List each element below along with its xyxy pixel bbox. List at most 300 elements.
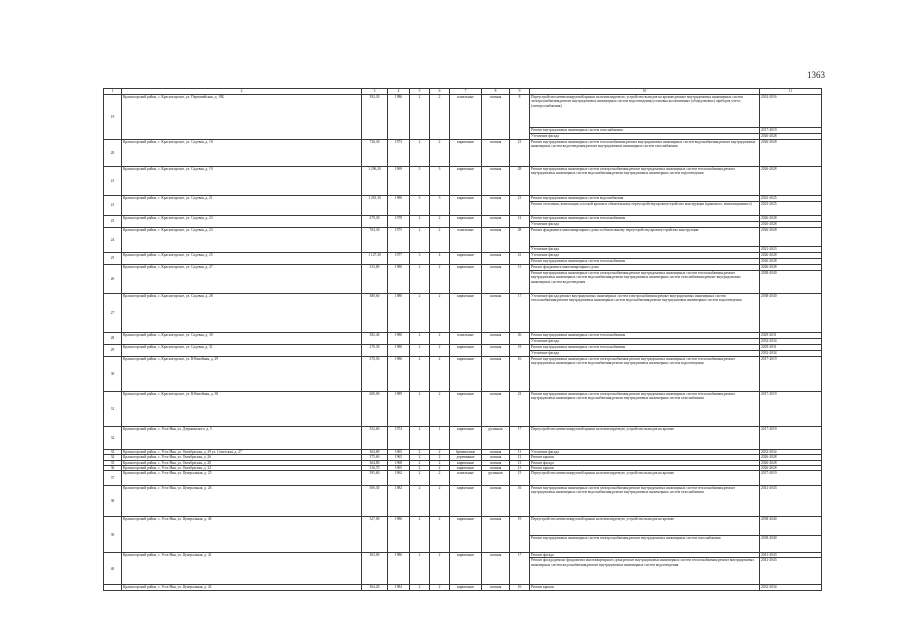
row-number-cell: 31 [104, 392, 122, 427]
entrances-cell: 2 [430, 471, 450, 486]
entrances-cell: 2 [430, 460, 450, 465]
works-description-cell: Ремонт крыши [530, 455, 760, 460]
wall-material-cell: кирпичные [450, 357, 482, 392]
table-row [104, 167, 822, 196]
wall-material-cell: кирпичные [450, 265, 482, 294]
roof-type-cell: скатная [482, 345, 510, 357]
planned-years-cell: 2026-2028 [760, 134, 822, 140]
works-description-cell: Ремонт крыши [530, 585, 760, 590]
planned-years-cell: 2017-2019 [760, 128, 822, 134]
wall-material-cell: кирпичные [450, 294, 482, 333]
apartments-cell: 41 [510, 253, 530, 265]
roof-type-cell: скатная [482, 333, 510, 345]
wall-material-cell: кирпичные [450, 553, 482, 585]
table-row [104, 517, 822, 536]
wall-material-cell: кирпичные [450, 460, 482, 465]
build-year-cell: 1978 [388, 216, 410, 228]
planned-years-cell: 2026-2028 [760, 253, 822, 259]
entrances-cell: 2 [430, 216, 450, 228]
wall-material-cell: кирпичные [450, 392, 482, 427]
build-year-cell: 1982 [388, 486, 410, 517]
column-number-10: 10 [530, 89, 760, 95]
area-cell: 1 296,30 [362, 167, 388, 196]
table-row [104, 357, 822, 392]
apartments-cell: 21 [510, 196, 530, 216]
table-row [104, 585, 822, 590]
build-year-cell: 1980 [388, 265, 410, 294]
works-description-cell: Ремонт крыши [530, 465, 760, 470]
roof-type-cell: скатная [482, 392, 510, 427]
entrances-cell: 2 [430, 265, 450, 294]
works-description-cell: Утепление фасада [530, 450, 760, 455]
build-year-cell: 1965 [388, 450, 410, 455]
build-year-cell: 1980 [388, 333, 410, 345]
area-cell: 375,60 [362, 455, 388, 460]
works-description-cell: Ремонт внутридомовых инженерных систем электроснабжения;ремонт внутридомовых инженерных систем теплоснабжения;ремонт внутридомовых инженерных систем водоснабжения;ремонт внутридомовых инженерных систем водоотведения [530, 167, 760, 196]
entrances-cell: 2 [430, 294, 450, 333]
planned-years-cell: 2026-2028 [760, 167, 822, 196]
column-number-7: 7 [450, 89, 482, 95]
planned-years-cell: 2041-2043 [760, 558, 822, 585]
works-description-cell: Переустройство невентилируемой крыши на вентилируемую, устройство выходов на кровлю [530, 517, 760, 536]
planned-years-cell: 2026-2028 [760, 460, 822, 465]
area-cell: 1 281,30 [362, 196, 388, 216]
works-description-cell: Ремонт отопления, вентиляции, плоской кровли и обязательному переустройству;кровлеустройство конструкции (крышного, вентиляционного) [530, 202, 760, 216]
table-row [104, 140, 822, 167]
roof-type-cell: рулонная [482, 427, 510, 450]
page-number: 1363 [807, 70, 825, 80]
entrances-cell: 2 [430, 585, 450, 590]
address-cell: Красногорский район, с. Красногорское, ул. Первомайская, д. 18Б [122, 95, 362, 140]
wall-material-cell: панельные [450, 95, 482, 140]
roof-type-cell: скатная [482, 455, 510, 460]
apartments-cell: 17 [510, 427, 530, 450]
row-number-cell: 30 [104, 357, 122, 392]
area-cell: 582,40 [362, 333, 388, 345]
floors-cell: 2 [410, 585, 430, 590]
wall-material-cell: панельные [450, 228, 482, 253]
row-number-cell [104, 585, 122, 590]
roof-type-cell: скатная [482, 265, 510, 294]
row-number-cell: 21 [104, 167, 122, 196]
floors-cell: 2 [410, 517, 430, 553]
row-number-cell: 35 [104, 460, 122, 465]
wall-material-cell: кирпичные [450, 253, 482, 265]
wall-material-cell: кирпичные [450, 140, 482, 167]
roof-type-cell: скатная [482, 553, 510, 585]
works-description-cell: Ремонт внутридомовых инженерных систем электроснабжения;ремонт внутридомовых инженерных систем теплоснабжения;ремонт внутридомовых инженерных систем водоснабжения;ремонт внутридомовых инженерных систем газоснабжения [530, 392, 760, 427]
planned-years-cell: 2026-2028 [760, 222, 822, 228]
wall-material-cell: кирпичные [450, 427, 482, 450]
floors-cell: 2 [410, 294, 430, 333]
column-number-6: 6 [430, 89, 450, 95]
entrances-cell: 2 [430, 465, 450, 470]
floors-cell: 2 [410, 471, 430, 486]
roof-type-cell: рулонная [482, 471, 510, 486]
works-description-cell: Ремонт внутридомовых инженерных систем теплоснабжения [530, 216, 760, 222]
wall-material-cell: кирпичные [450, 517, 482, 553]
address-cell: Красногорский район, с. Красногорское, ул. Садовая, д. 27 [122, 265, 362, 294]
works-description-cell: Ремонт внутридомовых инженерных систем электроснабжения;ремонт внутридомовых инженерных систем теплоснабжения;ремонт внутридомовых инженерных систем водоснабжения;ремонт внутридомовых инженерных систем газоснабжения;ремонт внутридомовых инженерных систем водоотведения [530, 271, 760, 294]
works-description-cell: Ремонт внутридомовых инженерных систем электроснабжения;ремонт внутридомовых инженерных систем газоснабжения [530, 536, 760, 553]
works-description-cell: Ремонт внутридомовых инженерных систем водоснабжения [530, 196, 760, 202]
build-year-cell: 1969 [388, 167, 410, 196]
works-description-cell: Утепление фасада [530, 253, 760, 259]
apartments-cell: 28 [510, 228, 530, 253]
build-year-cell: 1986 [388, 357, 410, 392]
works-description-cell: Ремонт внутридомовых инженерных систем электроснабжения;ремонт внутридомовых инженерных систем теплоснабжения;ремонт внутридомовых инженерных систем водоснабжения;ремонт внутридомовых инженерных систем газоснабжения [530, 486, 760, 517]
planned-years-cell: 2038-2040 [760, 271, 822, 294]
works-description-cell: Ремонт фундамента многоквартирного дома [530, 265, 760, 271]
column-number-1: 1 [104, 89, 122, 95]
works-description-cell: Ремонт фундамента многоквартирного дома и обязательному переустройству;кровлеустройство конструкции [530, 228, 760, 247]
apartments-cell: 16 [510, 486, 530, 517]
planned-years-cell: 2023-2025 [760, 202, 822, 216]
column-number-8: 8 [482, 89, 510, 95]
floors-cell: 3 [410, 253, 430, 265]
entrances-cell: 2 [430, 140, 450, 167]
housing-register-table [103, 88, 822, 591]
planned-years-cell: 2029-2031 [760, 333, 822, 339]
column-number-5: 5 [410, 89, 430, 95]
row-number-cell: 39 [104, 517, 122, 553]
row-number-cell: 29 [104, 345, 122, 357]
roof-type-cell: скатная [482, 357, 510, 392]
address-cell: Красногорский район, с. Красногорское, ул. Садовая, д. 31 [122, 345, 362, 357]
area-cell: 392,30 [362, 95, 388, 140]
works-description-cell: Ремонт внутридомовых инженерных систем теплоснабжения [530, 345, 760, 351]
roof-type-cell: скатная [482, 450, 510, 455]
row-number-cell: 36 [104, 465, 122, 470]
column-number-4: 4 [388, 89, 410, 95]
entrances-cell: 2 [430, 392, 450, 427]
build-year-cell: 1968 [388, 460, 410, 465]
planned-years-cell: 2032-2034 [760, 339, 822, 345]
row-number-cell: 33 [104, 450, 122, 455]
floors-cell: 2 [410, 228, 430, 253]
area-cell: 316,70 [362, 465, 388, 470]
build-year-cell: 1965 [388, 455, 410, 460]
build-year-cell: 1980 [388, 294, 410, 333]
apartments-cell: 17 [510, 553, 530, 585]
address-cell: Красногорский район, с. Красногорское, ул. Садовая, д. 23 [122, 216, 362, 228]
planned-years-cell: 2032-2034 [760, 351, 822, 357]
area-cell: 306,30 [362, 486, 388, 517]
area-cell: 704,30 [362, 228, 388, 253]
apartments-cell: 15 [510, 471, 530, 486]
area-cell: 364,80 [362, 450, 388, 455]
wall-material-cell: кирпичные [450, 585, 482, 590]
row-number-cell: 20 [104, 140, 122, 167]
build-year-cell: 1980 [388, 196, 410, 216]
area-cell: 370,50 [362, 357, 388, 392]
floors-cell: 2 [410, 357, 430, 392]
planned-years-cell: 2017-2019 [760, 392, 822, 427]
apartments-cell: 13 [510, 465, 530, 470]
row-number-cell: 32 [104, 427, 122, 450]
roof-type-cell: скатная [482, 465, 510, 470]
address-cell: Красногорский район, с. Красногорское, ул. Юбилейная, д. 38 [122, 392, 362, 427]
build-year-cell: 1973 [388, 140, 410, 167]
works-description-cell: Ремонт фасада [530, 553, 760, 558]
build-year-cell: 1965 [388, 465, 410, 470]
roof-type-cell: скатная [482, 196, 510, 216]
address-cell: Красногорский район, с. Усть-Иня, ул. Октябрьская, д. 29 ул. Советская, д. 27 [122, 450, 362, 455]
table-row [104, 392, 822, 427]
apartments-cell: 15 [510, 265, 530, 294]
row-number-cell: 23 [104, 216, 122, 228]
planned-years-cell: 2026-2028 [760, 465, 822, 470]
build-year-cell: 1989 [388, 392, 410, 427]
build-year-cell: 1975 [388, 228, 410, 253]
entrances-cell: 2 [430, 333, 450, 345]
wall-material-cell: кирпичные [450, 167, 482, 196]
floors-cell: 2 [410, 450, 430, 455]
entrances-cell: 1 [430, 427, 450, 450]
address-cell: Красногорский район, с. Красногорское, ул. Садовая, д. 21 [122, 196, 362, 216]
apartments-cell: 16 [510, 357, 530, 392]
area-cell: 726,30 [362, 140, 388, 167]
apartments-cell: 17 [510, 294, 530, 333]
address-cell: Красногорский район, с. Красногорское, ул. Садовая, д. 30 [122, 333, 362, 345]
column-number-3: 3 [362, 89, 388, 95]
row-number-cell: 26 [104, 265, 122, 294]
planned-years-cell: 2038-2040 [760, 517, 822, 536]
floors-cell: 2 [410, 140, 430, 167]
table-row [104, 294, 822, 333]
floors-cell: 2 [410, 392, 430, 427]
works-description-cell: Ремонт внутридомовых инженерных систем теплоснабжения;ремонт внутридомовых инженерных систем водоснабжения;ремонт внутридомовых инженерных систем водоотведения;ремонт внутридомовых инженерных систем газоснабжения [530, 140, 760, 167]
area-cell: 363,00 [362, 553, 388, 585]
wall-material-cell: панельные [450, 333, 482, 345]
roof-type-cell: скатная [482, 585, 510, 590]
wall-material-cell: панельные [450, 471, 482, 486]
works-description-cell: Переустройство невентилируемой крыши на вентилируемую, устройство выходов на кровлю [530, 471, 760, 486]
entrances-cell: 2 [430, 455, 450, 460]
works-description-cell: Ремонт фасада;ремонт фундамента многоквартирного дома;ремонт внутридомовых инженерных систем теплоснабжения;ремонт внутридомовых инженерных систем водоснабжения;ремонт внутридомовых инженерных систем водоотведения [530, 558, 760, 585]
wall-material-cell: кирпичные [450, 196, 482, 216]
planned-years-cell: 2021-2023 [760, 247, 822, 253]
works-description-cell: Утепление фасада [530, 134, 760, 140]
roof-type-cell: скатная [482, 140, 510, 167]
works-description-cell: Утепление фасада;ремонт внутридомовых инженерных систем электроснабжения;ремонт внутридомовых инженерных систем теплоснабжения;ремонт внутридомовых инженерных систем водоснабжения;ремонт внутридомовых инженерных систем водоотведения [530, 294, 760, 333]
apartments-cell: 19 [510, 345, 530, 357]
build-year-cell: 1980 [388, 345, 410, 357]
address-cell: Красногорский район, с. Красногорское, ул. Садовая, д. 28 [122, 294, 362, 333]
works-description-cell: Утепление фасада [530, 351, 760, 357]
build-year-cell: 1974 [388, 427, 410, 450]
planned-years-cell: 2026-2028 [760, 259, 822, 265]
table-row [104, 471, 822, 486]
works-description-cell: Ремонт внутридомовых инженерных систем теплоснабжения [530, 259, 760, 265]
area-cell: 600,00 [362, 392, 388, 427]
apartments-cell: 21 [510, 140, 530, 167]
roof-type-cell: скатная [482, 167, 510, 196]
planned-years-cell: 2026-2028 [760, 140, 822, 167]
address-cell: Красногорский район, с. Усть-Иня, ул. Дзержинского, д. 5 [122, 427, 362, 450]
area-cell: 327,00 [362, 517, 388, 553]
entrances-cell: 2 [430, 357, 450, 392]
entrances-cell: 2 [430, 553, 450, 585]
address-cell: Красногорский район, с. Усть-Иня, ул. Центральная, д. 25 [122, 471, 362, 486]
build-year-cell: 1984 [388, 585, 410, 590]
planned-years-cell: 2026-2028 [760, 455, 822, 460]
address-cell: Красногорский район, с. Усть-Иня, ул. Октябрьская, д. 26 [122, 455, 362, 460]
table-row [104, 95, 822, 128]
row-number-cell: 24 [104, 228, 122, 253]
apartments-cell: 12 [510, 455, 530, 460]
wall-material-cell: бревенчатые [450, 450, 482, 455]
wall-material-cell: кирпичные [450, 345, 482, 357]
planned-years-cell: 2032-2034 [760, 450, 822, 455]
planned-years-cell: 2026-2028 [760, 228, 822, 247]
roof-type-cell: скатная [482, 294, 510, 333]
floors-cell: 2 [410, 427, 430, 450]
table-row [104, 486, 822, 517]
planned-years-cell: 2038-2040 [760, 294, 822, 333]
apartments-cell: 28 [510, 167, 530, 196]
entrances-cell: 2 [430, 95, 450, 140]
floors-cell: 2 [410, 460, 430, 465]
planned-years-cell: 2023-2025 [760, 196, 822, 202]
roof-type-cell: скатная [482, 216, 510, 228]
row-number-cell: 37 [104, 471, 122, 486]
works-description-cell: Переустройство невентилируемой крыши на вентилируемую, устройство выходов на кровлю [530, 427, 760, 450]
area-cell: 380,60 [362, 294, 388, 333]
works-description-cell: Утепление фасада [530, 222, 760, 228]
build-year-cell: 1977 [388, 253, 410, 265]
entrances-cell: 3 [430, 167, 450, 196]
entrances-cell: 2 [430, 486, 450, 517]
address-cell: Красногорский район, с. Усть-Иня, ул. Октябрьская, д. 32 [122, 465, 362, 470]
works-description-cell: Утепление фасада [530, 339, 760, 345]
apartments-cell: 16 [510, 585, 530, 590]
column-number-11: 11 [760, 89, 822, 95]
floors-cell: 2 [410, 553, 430, 585]
wall-material-cell: кирпичные [450, 465, 482, 470]
row-number-cell: 21 [104, 196, 122, 216]
row-number-cell: 25 [104, 253, 122, 265]
entrances-cell: 2 [430, 345, 450, 357]
entrances-cell: 2 [430, 450, 450, 455]
planned-years-cell: 2026-2028 [760, 265, 822, 271]
address-cell: Красногорский район, с. Усть-Иня, ул. Центральная, д. 41 [122, 553, 362, 585]
area-cell: 595,60 [362, 471, 388, 486]
row-number-cell: 28 [104, 333, 122, 345]
works-description-cell: Ремонт внутридомовых инженерных систем электроснабжения;ремонт внутридомовых инженерных систем теплоснабжения;ремонт внутридомовых инженерных систем водоснабжения;ремонт внутридомовых инженерных систем водоотведения [530, 357, 760, 392]
apartments-cell: 23 [510, 392, 530, 427]
planned-years-cell: 2032-2034 [760, 585, 822, 590]
apartments-cell: 12 [510, 216, 530, 228]
wall-material-cell: кирпичные [450, 216, 482, 228]
planned-years-cell: 2041-2043 [760, 553, 822, 558]
apartments-cell: 26 [510, 333, 530, 345]
floors-cell: 2 [410, 216, 430, 228]
address-cell: Красногорский район, с. Усть-Иня, ул. Центральная, д. 43 [122, 585, 362, 590]
apartments-cell: 19 [510, 517, 530, 553]
area-cell: 364,20 [362, 585, 388, 590]
works-description-cell: Утепление фасада [530, 247, 760, 253]
floors-cell: 2 [410, 95, 430, 140]
planned-years-cell: 2029-2031 [760, 345, 822, 351]
planned-years-cell: 2017-2019 [760, 427, 822, 450]
build-year-cell: 1986 [388, 517, 410, 553]
floors-cell: 3 [410, 196, 430, 216]
floors-cell: 2 [410, 455, 430, 460]
planned-years-cell: 2017-2019 [760, 357, 822, 392]
roof-type-cell: скатная [482, 460, 510, 465]
planned-years-cell: 2041-2043 [760, 486, 822, 517]
planned-years-cell: 2017-2019 [760, 471, 822, 486]
row-number-cell: 40 [104, 553, 122, 585]
wall-material-cell: кирпичные [450, 486, 482, 517]
address-cell: Красногорский район, с. Усть-Иня, ул. Центральная, д. 40 [122, 517, 362, 553]
apartments-cell: 8 [510, 95, 530, 140]
floors-cell: 2 [410, 486, 430, 517]
entrances-cell: 2 [430, 228, 450, 253]
apartments-cell: 13 [510, 460, 530, 465]
area-cell: 270,30 [362, 345, 388, 357]
roof-type-cell: скатная [482, 517, 510, 553]
planned-years-cell: 2026-2028 [760, 216, 822, 222]
table-row [104, 427, 822, 450]
build-year-cell: 1962 [388, 471, 410, 486]
roof-type-cell: скатная [482, 95, 510, 140]
roof-type-cell: скатная [482, 228, 510, 253]
floors-cell: 2 [410, 465, 430, 470]
area-cell: 364,80 [362, 460, 388, 465]
floors-cell: 3 [410, 167, 430, 196]
row-number-cell: 34 [104, 455, 122, 460]
apartments-cell: 11 [510, 450, 530, 455]
area-cell: 1 127,30 [362, 253, 388, 265]
row-number-cell: 19 [104, 95, 122, 140]
address-cell: Красногорский район, с. Красногорское, ул. Садовая, д. 23 [122, 228, 362, 253]
entrances-cell: 2 [430, 517, 450, 553]
entrances-cell: 3 [430, 196, 450, 216]
column-number-9: 9 [510, 89, 530, 95]
column-number-2: 2 [122, 89, 362, 95]
address-cell: Красногорский район, с. Красногорское, ул. Садовая, д. 19 [122, 167, 362, 196]
area-cell: 333,80 [362, 265, 388, 294]
build-year-cell: 1986 [388, 95, 410, 140]
wall-material-cell: деревянные [450, 455, 482, 460]
table-row [104, 228, 822, 247]
address-cell: Красногорский район, с. Красногорское, ул. Садовая, д. 25 [122, 253, 362, 265]
address-cell: Красногорский район, с. Усть-Иня, ул. Октябрьская, д. 28 [122, 460, 362, 465]
roof-type-cell: скатная [482, 486, 510, 517]
works-description-cell: Ремонт внутридомовых инженерных систем теплоснабжения [530, 333, 760, 339]
entrances-cell: 4 [430, 253, 450, 265]
planned-years-cell: 2038-2040 [760, 536, 822, 553]
floors-cell: 2 [410, 345, 430, 357]
address-cell: Красногорский район, с. Усть-Иня, ул. Центральная, д. 26 [122, 486, 362, 517]
area-cell: 352,60 [362, 427, 388, 450]
address-cell: Красногорский район, с. Красногорское, ул. Юбилейная, д. 29 [122, 357, 362, 392]
row-number-cell: 27 [104, 294, 122, 333]
floors-cell: 2 [410, 265, 430, 294]
address-cell: Красногорский район, с. Красногорское, ул. Садовая, д. 18 [122, 140, 362, 167]
works-description-cell: Ремонт фасада [530, 460, 760, 465]
works-description-cell: Ремонт внутридомовых инженерных систем газоснабжения [530, 128, 760, 134]
roof-type-cell: скатная [482, 253, 510, 265]
build-year-cell: 1986 [388, 553, 410, 585]
row-number-cell: 38 [104, 486, 122, 517]
floors-cell: 2 [410, 333, 430, 345]
works-description-cell: Переустройство невентилируемой крыши на вентилируемую, устройство выходов на кровлю;ремонт внутридомовых инженерных систем электроснабжения;ремонт внутридомовых инженерных систем водоотведения;установка коллективных (общедомовых) приборов учета;(электроснабжения) [530, 95, 760, 128]
area-cell: 279,30 [362, 216, 388, 228]
planned-years-cell: 2014-2016 [760, 95, 822, 128]
